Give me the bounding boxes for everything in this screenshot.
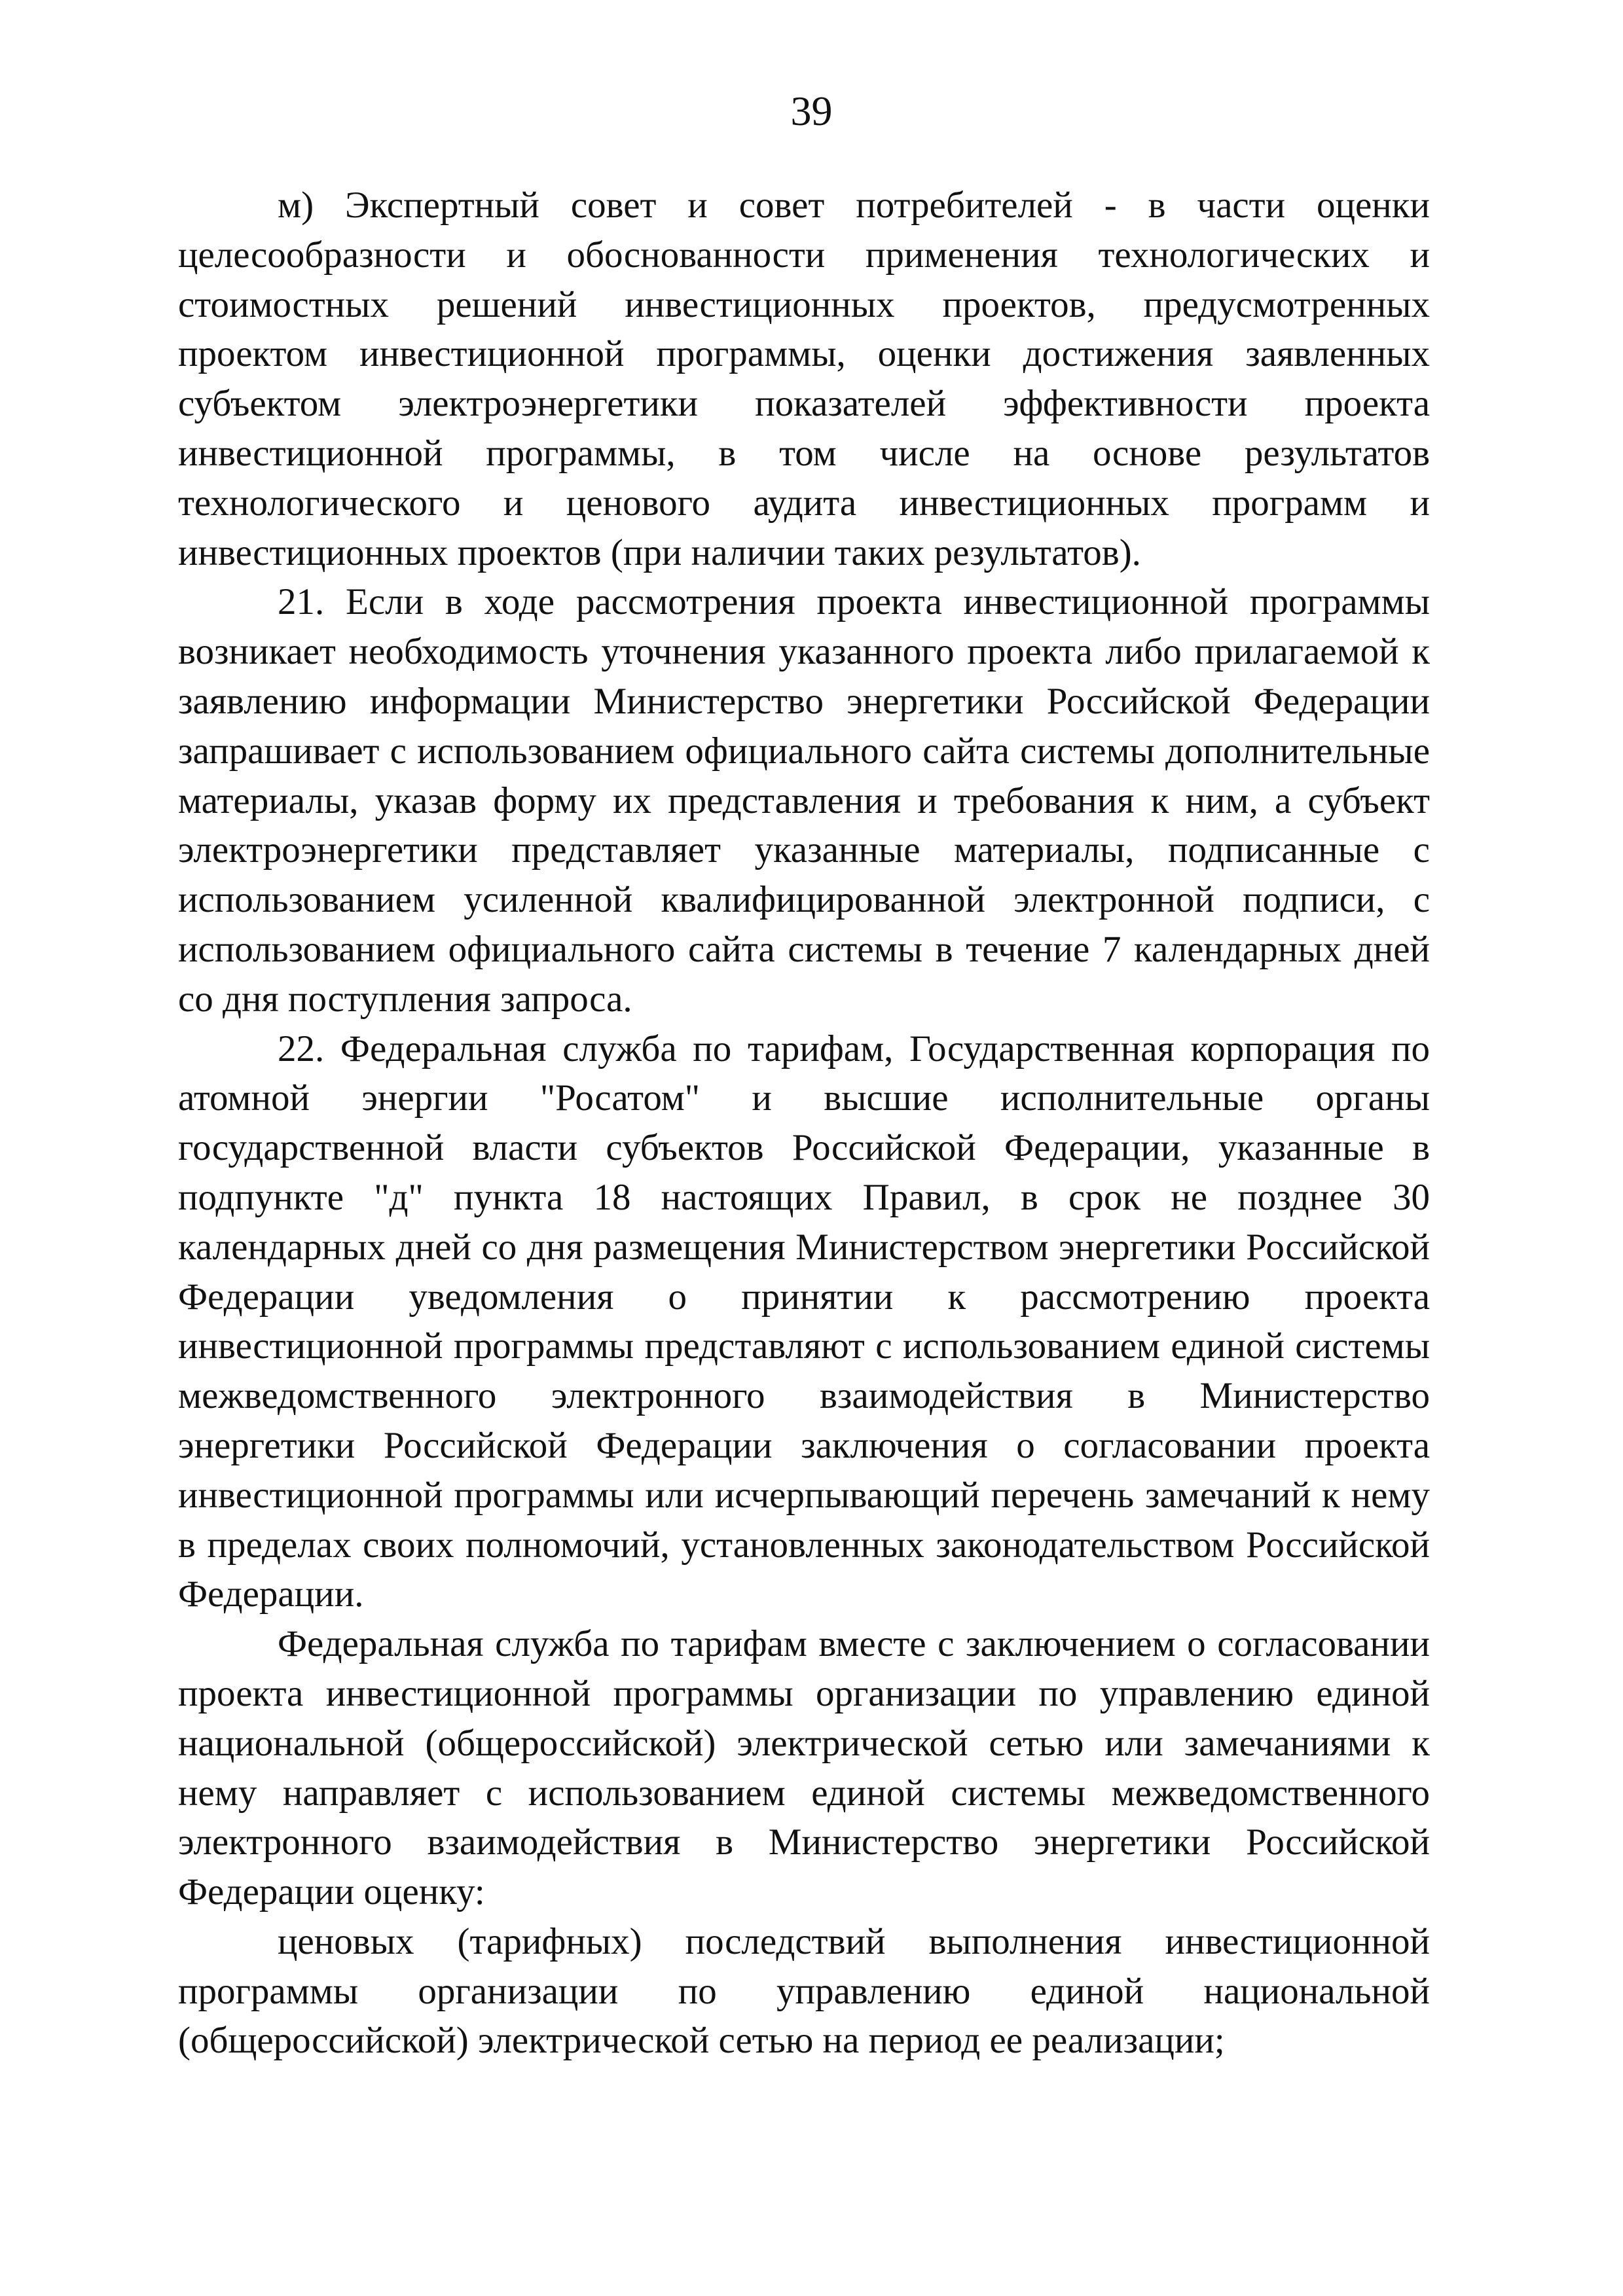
paragraph-tariff-service: Федеральная служба по тарифам вместе с заключением о согласовании проекта инвестиционной программы организации по управлению единой национальной (общероссийской) электрической сетью или замечаниями к нему направляет с использованием единой системы межведомственного электронного взаимодействия в Министерство энергетики Российской Федерации оценку: bbox=[178, 1623, 1430, 1913]
page-number: 39 bbox=[790, 88, 833, 134]
document-body bbox=[178, 181, 1430, 2066]
paragraph-price-consequences: ценовых (тарифных) последствий выполнения инвестиционной программы организации по управлению единой национальной (общероссийской) электрической сетью на период ее реализации; bbox=[178, 1920, 1430, 2062]
paragraph-22: 22. Федеральная служба по тарифам, Государственная корпорация по атомной энергии "Росатом" и высшие исполнительные органы государственной власти субъектов Российской Федерации, указанные в подпункте "д" пункта 18 настоящих Правил, в срок не позднее 30 календарных дней со дня размещения Министерством энергетики Российской Федерации уведомления о принятии к рассмотрению проекта инвестиционной программы представляют с использованием единой системы межведомственного электронного взаимодействия в Министерство энергетики Российской Федерации заключения о согласовании проекта инвестиционной программы или исчерпывающий перечень замечаний к нему в пределах своих полномочий, установленных законодательством Российской Федерации. bbox=[178, 1028, 1430, 1615]
paragraph-21: 21. Если в ходе рассмотрения проекта инвестиционной программы возникает необходимость уточнения указанного проекта либо прилагаемой к заявлению информации Министерство энергетики Российской Федерации запрашивает с использованием официального сайта системы дополнительные материалы, указав форму их представления и требования к ним, а субъект электроэнергетики представляет указанные материалы, подписанные с использованием усиленной квалифицированной электронной подписи, с использованием официального сайта системы в течение 7 календарных дней со дня поступления запроса. bbox=[178, 581, 1430, 1020]
paragraph-m-expert-council: м) Экспертный совет и совет потребителей - в части оценки целесообразности и обоснованности применения технологических и стоимостных решений инвестиционных проектов, предусмотренных проектом инвестиционной программы, оценки достижения заявленных субъектом электроэнергетики показателей эффективности проекта инвестиционной программы, в том числе на основе результатов технологического и ценового аудита инвестиционных программ и инвестиционных проектов (при наличии таких результатов). bbox=[178, 185, 1430, 573]
